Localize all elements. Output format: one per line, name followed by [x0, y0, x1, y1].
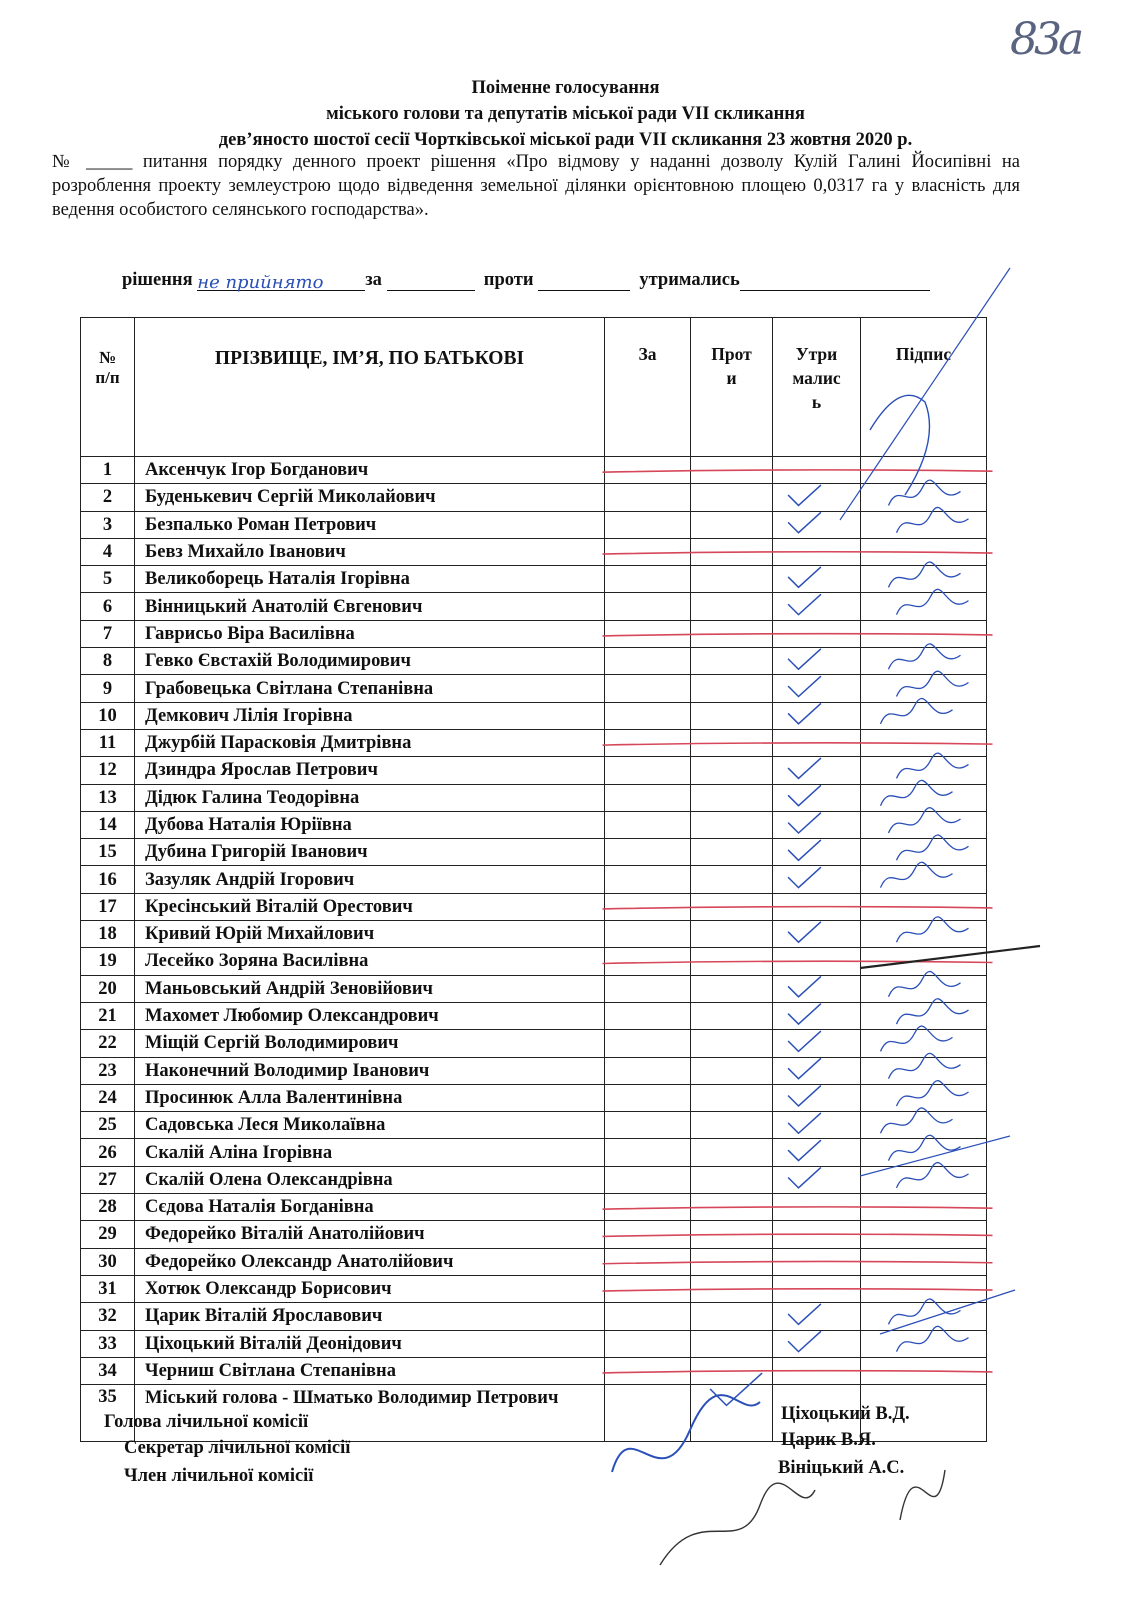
table-row	[81, 729, 987, 756]
row-number: 6	[81, 593, 135, 620]
vote-za-cell	[605, 1357, 691, 1384]
vote-za-cell	[605, 975, 691, 1002]
deputy-name: Зазуляк Андрій Ігорович	[135, 866, 605, 893]
deputy-name: Вінницький Анатолій Євгенович	[135, 593, 605, 620]
row-number: 25	[81, 1112, 135, 1139]
vote-proty-cell	[691, 729, 773, 756]
vote-proty-cell	[691, 866, 773, 893]
vote-utrymalys-cell	[773, 729, 861, 756]
row-number: 5	[81, 566, 135, 593]
vote-za-cell	[605, 648, 691, 675]
utrymalys-label: утримались	[639, 270, 740, 290]
vote-proty-cell	[691, 921, 773, 948]
deputy-name: Великоборець Наталія Ігорівна	[135, 566, 605, 593]
decision-handwritten-result: не прийнято	[197, 272, 324, 293]
table-row	[81, 1221, 987, 1248]
vote-za-cell	[605, 1275, 691, 1302]
vote-utrymalys-cell	[773, 811, 861, 838]
vote-utrymalys-cell	[773, 948, 861, 975]
vote-utrymalys-cell	[773, 1194, 861, 1221]
table-row	[81, 1330, 987, 1357]
page-number: 83a	[1010, 14, 1081, 65]
vote-proty-cell	[691, 1330, 773, 1357]
row-number: 35	[81, 1385, 135, 1442]
table-row	[81, 593, 987, 620]
vote-proty-cell	[691, 1275, 773, 1302]
decision-line	[122, 270, 930, 291]
vote-utrymalys-cell	[773, 1357, 861, 1384]
vote-proty-cell	[691, 702, 773, 729]
row-number: 22	[81, 1030, 135, 1057]
row-number: 8	[81, 648, 135, 675]
vote-za-cell	[605, 1166, 691, 1193]
vote-proty-cell	[691, 538, 773, 565]
commission-chair-name: Ціхоцький В.Д.	[781, 1404, 910, 1424]
vote-utrymalys-cell	[773, 566, 861, 593]
session-line: дев’яносто шостої сесії Чортківської міської ради VII скликання 23 жовтня 2020 р.	[218, 130, 913, 150]
vote-za-cell	[605, 511, 691, 538]
row-number: 23	[81, 1057, 135, 1084]
signature-cell	[861, 1166, 987, 1193]
row-number: 12	[81, 757, 135, 784]
deputy-name: Буденькевич Сергій Миколайович	[135, 484, 605, 511]
deputy-name: Махомет Любомир Олександрович	[135, 1002, 605, 1029]
header-utrymalys: Утри малис ь	[773, 318, 861, 457]
row-number: 21	[81, 1002, 135, 1029]
vote-proty-cell	[691, 648, 773, 675]
deputy-name: Хотюк Олександр Борисович	[135, 1275, 605, 1302]
signature-cell	[861, 1357, 987, 1384]
deputy-name: Аксенчук Ігор Богданович	[135, 457, 605, 484]
signature-cell	[861, 593, 987, 620]
deputy-name: Ціхоцький Віталій Деонідович	[135, 1330, 605, 1357]
table-row	[81, 1275, 987, 1302]
vote-proty-cell	[691, 893, 773, 920]
vote-proty-cell	[691, 1166, 773, 1193]
row-number: 1	[81, 457, 135, 484]
row-number: 26	[81, 1139, 135, 1166]
deputy-name: Просинюк Алла Валентинівна	[135, 1084, 605, 1111]
deputy-name: Лесейко Зоряна Василівна	[135, 948, 605, 975]
table-row	[81, 1139, 987, 1166]
table-row	[81, 1166, 987, 1193]
vote-proty-cell	[691, 1112, 773, 1139]
header-proty: Прот и	[691, 318, 773, 457]
signature-cell	[861, 1112, 987, 1139]
vote-utrymalys-cell	[773, 784, 861, 811]
vote-za-cell	[605, 1139, 691, 1166]
row-number: 2	[81, 484, 135, 511]
vote-utrymalys-cell	[773, 538, 861, 565]
vote-utrymalys-cell	[773, 675, 861, 702]
table-row	[81, 1057, 987, 1084]
vote-utrymalys-cell	[773, 1057, 861, 1084]
table-row	[81, 511, 987, 538]
table-header-row	[81, 318, 987, 457]
row-number: 24	[81, 1084, 135, 1111]
vote-utrymalys-cell	[773, 457, 861, 484]
deputy-name: Наконечний Володимир Іванович	[135, 1057, 605, 1084]
vote-za-cell	[605, 1002, 691, 1029]
signature-cell	[861, 921, 987, 948]
row-number: 9	[81, 675, 135, 702]
vote-utrymalys-cell	[773, 893, 861, 920]
vote-proty-cell	[691, 948, 773, 975]
vote-utrymalys-cell	[773, 511, 861, 538]
signature-cell	[861, 538, 987, 565]
vote-za-cell	[605, 1084, 691, 1111]
deputy-name: Дубова Наталія Юріївна	[135, 811, 605, 838]
vote-proty-cell	[691, 1248, 773, 1275]
deputy-name: Черниш Світлана Степанівна	[135, 1357, 605, 1384]
deputy-name: Демкович Лілія Ігорівна	[135, 702, 605, 729]
header-num: № п/п	[81, 318, 135, 457]
deputy-name: Дзиндра Ярослав Петрович	[135, 757, 605, 784]
deputy-name: Скалій Олена Олександрівна	[135, 1166, 605, 1193]
table-row	[81, 757, 987, 784]
deputy-name: Безпалько Роман Петрович	[135, 511, 605, 538]
deputy-name: Дубина Григорій Іванович	[135, 839, 605, 866]
deputy-name: Кривий Юрій Михайлович	[135, 921, 605, 948]
vote-utrymalys-cell	[773, 1330, 861, 1357]
za-blank	[387, 272, 475, 291]
signature-cell	[861, 729, 987, 756]
vote-proty-cell	[691, 511, 773, 538]
signature-cell	[861, 702, 987, 729]
vote-utrymalys-cell	[773, 1002, 861, 1029]
vote-za-cell	[605, 1385, 691, 1442]
row-number: 15	[81, 839, 135, 866]
vote-za-cell	[605, 1303, 691, 1330]
table-row	[81, 975, 987, 1002]
vote-utrymalys-cell	[773, 484, 861, 511]
vote-proty-cell	[691, 1057, 773, 1084]
row-number: 11	[81, 729, 135, 756]
vote-utrymalys-cell	[773, 1112, 861, 1139]
vote-utrymalys-cell	[773, 866, 861, 893]
commission-member-label: Член лічильної комісії	[124, 1466, 314, 1486]
vote-utrymalys-cell	[773, 593, 861, 620]
vote-za-cell	[605, 757, 691, 784]
vote-proty-cell	[691, 1385, 773, 1442]
signature-cell	[861, 975, 987, 1002]
vote-utrymalys-cell	[773, 648, 861, 675]
vote-za-cell	[605, 1057, 691, 1084]
vote-utrymalys-cell	[773, 921, 861, 948]
row-number: 3	[81, 511, 135, 538]
table-row	[81, 484, 987, 511]
table-row	[81, 1194, 987, 1221]
table-row	[81, 948, 987, 975]
deputy-name: Гевко Євстахій Володимирович	[135, 648, 605, 675]
proty-blank	[538, 272, 630, 291]
deputy-name: Скалій Аліна Ігорівна	[135, 1139, 605, 1166]
agenda-question: № _____ питання порядку денного проект рішення «Про відмову у наданні дозволу Кулій Галині Йосипівні на розроблення проекту землеустрою щодо відведення земельної ділянки орієнтовною площею 0,0317 га у власність для ведення особистого селянського господарства».	[52, 152, 1020, 220]
vote-proty-cell	[691, 1030, 773, 1057]
signature-cell	[861, 1139, 987, 1166]
commission-chair-label: Голова лічильної комісії	[104, 1412, 309, 1432]
signature-cell	[861, 893, 987, 920]
vote-za-cell	[605, 1221, 691, 1248]
vote-za-cell	[605, 729, 691, 756]
vote-za-cell	[605, 948, 691, 975]
deputy-name: Федорейко Олександр Анатолійович	[135, 1248, 605, 1275]
utrymalys-blank	[740, 272, 930, 291]
vote-za-cell	[605, 811, 691, 838]
vote-proty-cell	[691, 784, 773, 811]
table-row	[81, 457, 987, 484]
vote-utrymalys-cell	[773, 1303, 861, 1330]
commission-signature-scribble	[900, 1470, 945, 1520]
deputy-name: Дідюк Галина Теодорівна	[135, 784, 605, 811]
vote-za-cell	[605, 702, 691, 729]
vote-proty-cell	[691, 620, 773, 647]
row-number: 30	[81, 1248, 135, 1275]
document-title: Поіменне голосування	[471, 78, 660, 98]
signature-cell	[861, 1084, 987, 1111]
vote-za-cell	[605, 921, 691, 948]
table-row	[81, 1084, 987, 1111]
table-row	[81, 702, 987, 729]
vote-proty-cell	[691, 757, 773, 784]
vote-za-cell	[605, 538, 691, 565]
row-number: 14	[81, 811, 135, 838]
signature-cell	[861, 1194, 987, 1221]
signature-cell	[861, 1057, 987, 1084]
header-signature: Підпис	[861, 318, 987, 457]
row-number: 4	[81, 538, 135, 565]
signature-cell	[861, 566, 987, 593]
table-row	[81, 866, 987, 893]
table-row	[81, 1303, 987, 1330]
table-row	[81, 1112, 987, 1139]
vote-za-cell	[605, 620, 691, 647]
vote-za-cell	[605, 784, 691, 811]
vote-proty-cell	[691, 811, 773, 838]
vote-utrymalys-cell	[773, 1275, 861, 1302]
signature-cell	[861, 839, 987, 866]
document-subtitle: міського голови та депутатів міської ради VII скликання	[326, 104, 805, 124]
signature-cell	[861, 1002, 987, 1029]
vote-proty-cell	[691, 1357, 773, 1384]
signature-cell	[861, 948, 987, 975]
vote-proty-cell	[691, 1221, 773, 1248]
deputy-name: Кресінський Віталій Орестович	[135, 893, 605, 920]
commission-secretary-label: Секретар лічильної комісії	[124, 1438, 351, 1458]
row-number: 10	[81, 702, 135, 729]
signature-cell	[861, 648, 987, 675]
deputy-name: Джурбій Парасковія Дмитрівна	[135, 729, 605, 756]
vote-proty-cell	[691, 675, 773, 702]
table-row	[81, 784, 987, 811]
row-number: 13	[81, 784, 135, 811]
table-row	[81, 675, 987, 702]
vote-za-cell	[605, 1030, 691, 1057]
row-number: 7	[81, 620, 135, 647]
deputy-name: Гаврисьо Віра Василівна	[135, 620, 605, 647]
table-row	[81, 566, 987, 593]
vote-za-cell	[605, 839, 691, 866]
deputy-name: Сєдова Наталія Богданівна	[135, 1194, 605, 1221]
row-number: 27	[81, 1166, 135, 1193]
signature-cell	[861, 811, 987, 838]
signature-cell	[861, 757, 987, 784]
table-row	[81, 1357, 987, 1384]
commission-secretary-name: Царик В.Я.	[781, 1430, 876, 1450]
vote-proty-cell	[691, 484, 773, 511]
vote-za-cell	[605, 675, 691, 702]
table-row	[81, 1248, 987, 1275]
vote-utrymalys-cell	[773, 975, 861, 1002]
deputy-name: Маньовський Андрій Зеновійович	[135, 975, 605, 1002]
row-number: 34	[81, 1357, 135, 1384]
deputy-name: Садовська Леся Миколаївна	[135, 1112, 605, 1139]
deputy-name: Бевз Михайло Іванович	[135, 538, 605, 565]
vote-proty-cell	[691, 1194, 773, 1221]
row-number: 32	[81, 1303, 135, 1330]
vote-utrymalys-cell	[773, 1248, 861, 1275]
vote-utrymalys-cell	[773, 1221, 861, 1248]
row-number: 19	[81, 948, 135, 975]
vote-utrymalys-cell	[773, 620, 861, 647]
vote-za-cell	[605, 893, 691, 920]
vote-utrymalys-cell	[773, 1139, 861, 1166]
table-row	[81, 538, 987, 565]
vote-utrymalys-cell	[773, 757, 861, 784]
table-row	[81, 811, 987, 838]
vote-utrymalys-cell	[773, 839, 861, 866]
vote-za-cell	[605, 1330, 691, 1357]
table-row	[81, 839, 987, 866]
row-number: 28	[81, 1194, 135, 1221]
row-number: 16	[81, 866, 135, 893]
deputy-name: Міський голова - Шматько Володимир Петрович	[135, 1385, 605, 1442]
vote-za-cell	[605, 457, 691, 484]
header-name: ПРІЗВИЩЕ, ІМ’Я, ПО БАТЬКОВІ	[135, 318, 605, 457]
vote-proty-cell	[691, 1084, 773, 1111]
vote-za-cell	[605, 866, 691, 893]
table-row	[81, 1030, 987, 1057]
signature-cell	[861, 1248, 987, 1275]
deputy-name: Царик Віталій Ярославович	[135, 1303, 605, 1330]
deputy-name: Грабовецька Світлана Степанівна	[135, 675, 605, 702]
proty-label: проти	[483, 270, 534, 290]
signature-cell	[861, 1221, 987, 1248]
vote-proty-cell	[691, 566, 773, 593]
signature-cell	[861, 866, 987, 893]
signature-cell	[861, 675, 987, 702]
decision-result-blank	[197, 272, 365, 291]
vote-za-cell	[605, 1248, 691, 1275]
vote-utrymalys-cell	[773, 1166, 861, 1193]
signature-cell	[861, 484, 987, 511]
decision-label: рішення	[122, 270, 193, 290]
vote-proty-cell	[691, 1139, 773, 1166]
row-number: 33	[81, 1330, 135, 1357]
table-row	[81, 921, 987, 948]
signature-cell	[861, 1303, 987, 1330]
signature-cell	[861, 784, 987, 811]
commission-signature-scribble	[660, 1483, 815, 1565]
vote-za-cell	[605, 566, 691, 593]
vote-proty-cell	[691, 1303, 773, 1330]
row-number: 29	[81, 1221, 135, 1248]
roll-call-table	[80, 317, 987, 1442]
vote-proty-cell	[691, 975, 773, 1002]
za-label: за	[365, 270, 382, 290]
table-row	[81, 620, 987, 647]
vote-za-cell	[605, 593, 691, 620]
signature-cell	[861, 457, 987, 484]
table-row	[81, 893, 987, 920]
vote-utrymalys-cell	[773, 1084, 861, 1111]
commission-member-name: Вініцький А.С.	[778, 1458, 905, 1478]
table-row	[81, 648, 987, 675]
vote-utrymalys-cell	[773, 702, 861, 729]
signature-cell	[861, 1330, 987, 1357]
vote-proty-cell	[691, 839, 773, 866]
row-number: 31	[81, 1275, 135, 1302]
deputy-name: Міщій Сергій Володимирович	[135, 1030, 605, 1057]
header-za: За	[605, 318, 691, 457]
row-number: 17	[81, 893, 135, 920]
row-number: 20	[81, 975, 135, 1002]
vote-za-cell	[605, 1194, 691, 1221]
vote-utrymalys-cell	[773, 1030, 861, 1057]
vote-za-cell	[605, 484, 691, 511]
signature-cell	[861, 1030, 987, 1057]
signature-cell	[861, 1275, 987, 1302]
table-row	[81, 1002, 987, 1029]
vote-za-cell	[605, 1112, 691, 1139]
deputy-name: Федорейко Віталій Анатолійович	[135, 1221, 605, 1248]
vote-proty-cell	[691, 593, 773, 620]
vote-proty-cell	[691, 1002, 773, 1029]
vote-proty-cell	[691, 457, 773, 484]
signature-cell	[861, 511, 987, 538]
signature-cell	[861, 620, 987, 647]
row-number: 18	[81, 921, 135, 948]
